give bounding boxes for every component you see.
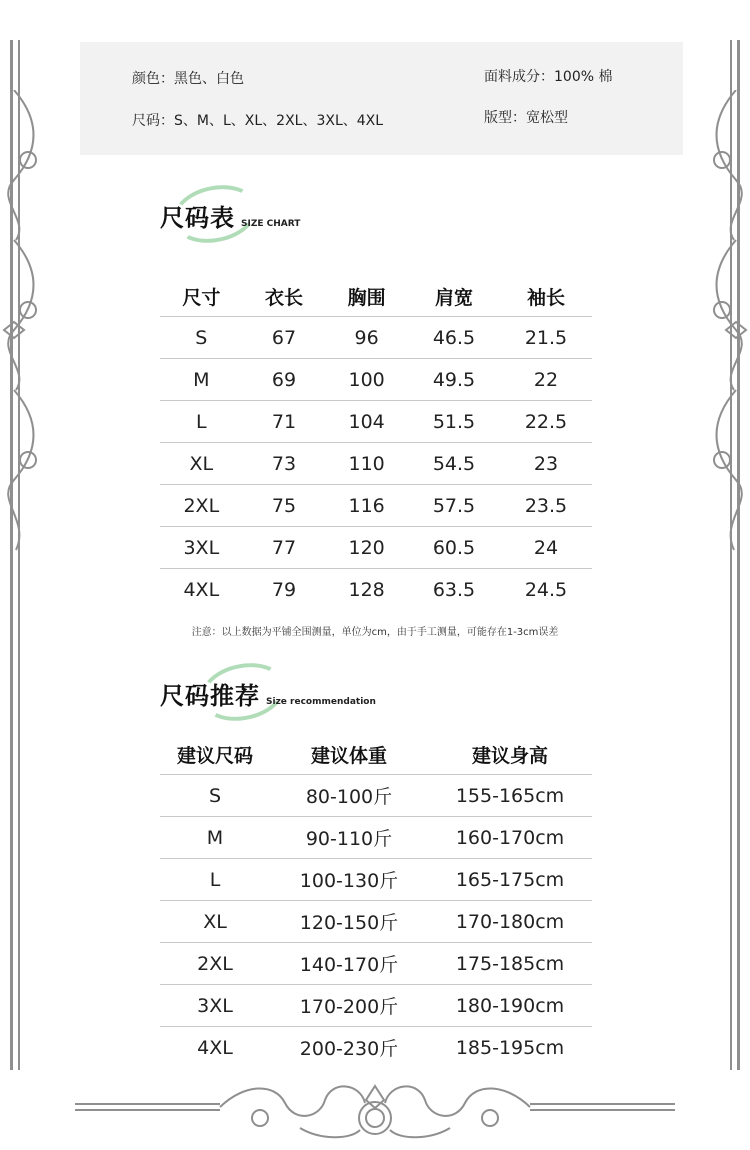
table-cell: XL [160, 443, 243, 485]
table-cell: 2XL [160, 943, 270, 985]
left-ornament-icon [0, 90, 40, 570]
table-cell: 46.5 [408, 317, 500, 359]
table-cell: 140-170斤 [270, 943, 428, 985]
size-chart-subtitle: SIZE CHART [241, 219, 301, 229]
table-cell: 160-170cm [428, 817, 592, 859]
info-sizes: 尺码：S、M、L、XL、2XL、3XL、4XL [132, 113, 384, 129]
size-recommendation-table [160, 734, 592, 1068]
table-row [160, 401, 592, 443]
table-header-row [160, 734, 592, 775]
table-cell: 23 [500, 443, 592, 485]
table-cell: M [160, 817, 270, 859]
measurement-note: 注意：以上数据为平铺全围测量，单位为cm，由于手工测量，可能存在1-3cm误差 [191, 627, 559, 638]
table-row [160, 443, 592, 485]
table-cell: 165-175cm [428, 859, 592, 901]
table-cell: 100-130斤 [270, 859, 428, 901]
table-cell: 57.5 [408, 485, 500, 527]
table-cell: S [160, 775, 270, 817]
table-cell: 96 [325, 317, 408, 359]
table-row [160, 859, 592, 901]
table-cell: S [160, 317, 243, 359]
table-cell: 200-230斤 [270, 1027, 428, 1069]
table-cell: 22.5 [500, 401, 592, 443]
table-cell: 24.5 [500, 569, 592, 611]
table-cell: 116 [325, 485, 408, 527]
table-cell: 24 [500, 527, 592, 569]
table-row [160, 485, 592, 527]
table-row [160, 359, 592, 401]
table-row [160, 569, 592, 611]
table-cell: 170-180cm [428, 901, 592, 943]
table-header-cell: 胸围 [347, 286, 386, 309]
table-header-cell: 衣长 [264, 286, 303, 309]
bottom-ornament-icon [70, 1078, 680, 1148]
table-cell: 54.5 [408, 443, 500, 485]
table-cell: 170-200斤 [270, 985, 428, 1027]
size-chart-heading [160, 198, 300, 233]
table-cell: 90-110斤 [270, 817, 428, 859]
table-cell: 155-165cm [428, 775, 592, 817]
table-header-cell: 建议体重 [310, 744, 387, 767]
table-cell: 71 [243, 401, 326, 443]
table-row [160, 901, 592, 943]
table-row [160, 985, 592, 1027]
size-recommendation-heading [160, 676, 376, 711]
table-cell: 49.5 [408, 359, 500, 401]
table-cell: 104 [325, 401, 408, 443]
info-color: 颜色：黑色、白色 [132, 71, 244, 87]
table-cell: 51.5 [408, 401, 500, 443]
table-cell: 73 [243, 443, 326, 485]
table-cell: 128 [325, 569, 408, 611]
table-cell: 2XL [160, 485, 243, 527]
info-fabric: 面料成分：100% 棉 [484, 69, 613, 85]
table-cell: 175-185cm [428, 943, 592, 985]
table-header-cell: 建议尺码 [176, 744, 253, 767]
table-row [160, 817, 592, 859]
table-cell: L [160, 859, 270, 901]
table-row [160, 1027, 592, 1069]
size-chart-title: 尺码表 [160, 204, 235, 232]
table-cell: 23.5 [500, 485, 592, 527]
size-recommendation-title: 尺码推荐 [160, 682, 260, 710]
table-cell: 4XL [160, 1027, 270, 1069]
table-header-cell: 袖长 [526, 286, 565, 309]
table-cell: XL [160, 901, 270, 943]
table-cell: 110 [325, 443, 408, 485]
table-header-row [160, 276, 592, 317]
size-recommendation-subtitle: Size recommendation [266, 697, 376, 707]
size-chart-table [160, 276, 592, 610]
table-cell: 60.5 [408, 527, 500, 569]
table-cell: 67 [243, 317, 326, 359]
table-cell: 75 [243, 485, 326, 527]
table-cell: M [160, 359, 243, 401]
product-info-box [80, 42, 683, 155]
table-header-cell: 肩宽 [434, 286, 473, 309]
table-cell: L [160, 401, 243, 443]
table-cell: 21.5 [500, 317, 592, 359]
table-row [160, 943, 592, 985]
right-ornament-icon [710, 90, 750, 570]
table-row [160, 317, 592, 359]
table-row [160, 775, 592, 817]
table-cell: 3XL [160, 985, 270, 1027]
table-cell: 79 [243, 569, 326, 611]
table-cell: 3XL [160, 527, 243, 569]
table-cell: 120 [325, 527, 408, 569]
table-header-cell: 建议身高 [471, 744, 548, 767]
table-cell: 100 [325, 359, 408, 401]
table-cell: 120-150斤 [270, 901, 428, 943]
table-cell: 4XL [160, 569, 243, 611]
table-cell: 80-100斤 [270, 775, 428, 817]
table-cell: 22 [500, 359, 592, 401]
table-cell: 180-190cm [428, 985, 592, 1027]
table-cell: 77 [243, 527, 326, 569]
table-row [160, 527, 592, 569]
table-header-cell: 尺寸 [182, 286, 221, 309]
table-cell: 185-195cm [428, 1027, 592, 1069]
table-cell: 63.5 [408, 569, 500, 611]
info-fit: 版型：宽松型 [484, 110, 568, 126]
table-cell: 69 [243, 359, 326, 401]
